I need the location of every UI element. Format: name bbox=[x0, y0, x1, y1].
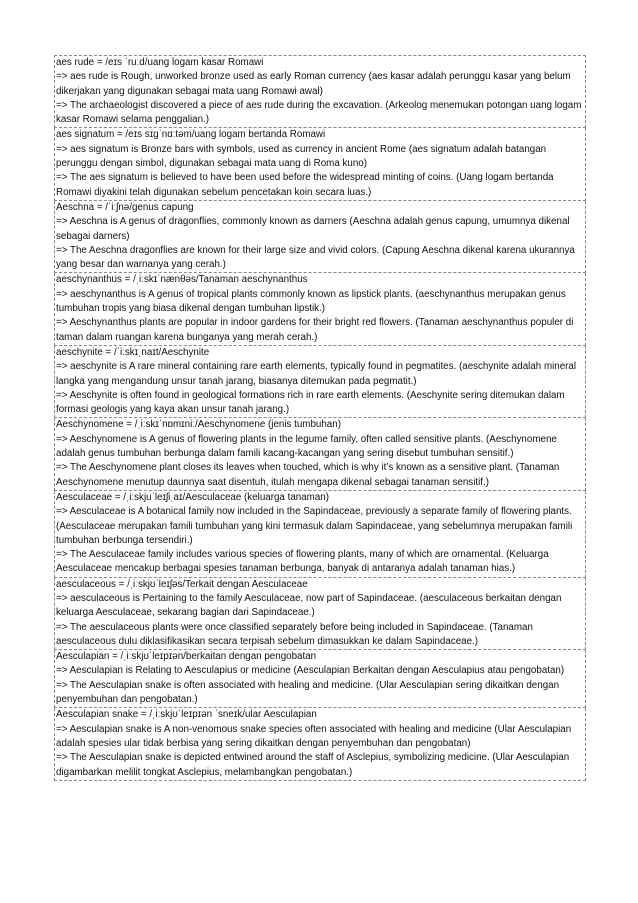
entry-definition: => Aesculaceae is A botanical family now included in the Sapindaceae, previously a separate family of flowering plants. (Aesculaceae merupakan famili tumbuhan yang kini termasuk dalam Sapindaceae, yang sebelumnya merupakan famili tumbuhan berbunga tersendiri.) bbox=[56, 506, 573, 546]
entry-translation: Aeschynite bbox=[161, 346, 210, 358]
entry-translation: Aeschynomene (jenis tumbuhan) bbox=[197, 419, 341, 431]
entry-example: => The Aesculaceae family includes various species of flowering plants, many of which are ornamental. (Keluarga Aesculaceae mencakup berbagai spesies tanaman berbunga, banyak di antaranya adalah tanaman hias.) bbox=[56, 549, 549, 575]
entry-aesculaceous bbox=[54, 578, 586, 650]
entry-aesculapian-snake bbox=[54, 708, 586, 780]
entry-aes-signatum bbox=[54, 128, 586, 200]
entry-aeschynanthus bbox=[54, 273, 586, 345]
entry-definition: => aeschynite is A rare mineral containing rare earth elements, typically found in pegmatites. (aeschynite adalah mineral langka yang mengandung unsur tanah jarang, biasanya ditemukan pada pegmatit.) bbox=[56, 361, 577, 387]
entry-example: => The aesculaceous plants were once classified separately before being included in Sapindaceae. (Tanaman aesculaceous dulu diklasifikasikan secara terpisah sebelum dimasukkan ke dalam Sapindaceae.) bbox=[56, 621, 533, 647]
entry-aesculaceae bbox=[54, 491, 586, 578]
entry-definition: => Aeschna is A genus of dragonflies, commonly known as darners (Aeschna adalah genus capung, umumnya dikenal sebagai darners) bbox=[56, 216, 570, 242]
entry-definition: => aes rude is Rough, unworked bronze used as early Roman currency (aes kasar adalah perunggu kasar yang belum dikerjakan yang digunakan sebagai mata uang Romawi awal) bbox=[56, 71, 571, 97]
entry-example: => The aes signatum is believed to have been used before the widespread minting of coins. (Uang logam bertanda Romawi diyakini telah digunakan sebelum pencetakan koin secara luas.) bbox=[56, 172, 554, 198]
entry-example: => The Aesculapian snake is often associated with healing and medicine. (Ular Aesculapian sering dikaitkan dengan penyembuhan dan pengobatan.) bbox=[56, 679, 560, 706]
entry-example: => Aeschynite is often found in geological formations rich in rare earth elements. (Aeschynite sering ditemukan dalam formasi geologis yang kaya akan unsur tanah jarang.) bbox=[56, 389, 565, 416]
entry-definition: => Aesculapian snake is A non-venomous snake species often associated with healing and medicine (Ular Aesculapian adalah spesies ular tidak berbisa yang sering dikaitkan dengan penyembuhan dan pengobatan) bbox=[56, 723, 572, 749]
entry-term: aeschynite = /ˈiːskɪˌnaɪt/ bbox=[56, 346, 162, 358]
entry-translation: berkaitan dengan pengobatan bbox=[185, 651, 317, 663]
entry-example: => The Aesculapian snake is depicted entwined around the staff of Asclepius, symbolizing medicine. (Ular Aesculapian digambarkan melilit tongkat Asclepius, melambangkan pengobatan.) bbox=[56, 752, 570, 778]
entry-aeschynite bbox=[54, 346, 586, 418]
entry-term: Aesculaceae = /ˌiːskjuˈleɪʃiˌaɪ/ bbox=[56, 491, 186, 503]
entry-term: aesculaceous = /ˌiːskjʊˈleɪʃəs/ bbox=[56, 578, 186, 590]
entry-translation: Tanaman aeschynanthus bbox=[198, 274, 308, 286]
entry-translation: genus capung bbox=[131, 201, 194, 213]
entry-term: Aesculapian = /ˌiːskjʊˈleɪpɪən/ bbox=[56, 651, 186, 663]
entry-term: aeschynanthus = /ˌiːskɪˈnænθəs/ bbox=[56, 274, 199, 286]
entry-example: => The Aeschna dragonflies are known for their large size and vivid colors. (Capung Aeschna dikenal karena ukurannya yang besar dan warnanya yang cerah.) bbox=[56, 244, 575, 271]
entry-aesculapian bbox=[54, 650, 586, 708]
entry-term: aes rude = /eɪs ˈruːd/ bbox=[56, 57, 148, 68]
entry-translation: uang logam kasar Romawi bbox=[147, 57, 264, 68]
entry-term: aes signatum = /eɪs sɪɡˈnɑːtəm/ bbox=[56, 129, 195, 141]
entry-translation: uang logam bertanda Romawi bbox=[194, 129, 326, 141]
entry-translation: Aesculaceae (keluarga tanaman) bbox=[185, 491, 329, 503]
entry-example: => The archaeologist discovered a piece of aes rude during the excavation. (Arkeolog menemukan potongan uang logam kasar Romawi selama penggalian.) bbox=[56, 99, 582, 126]
entry-term: Aesculapian snake = /ˌiːskjʊˈleɪpɪən ˈsneɪk/ bbox=[56, 709, 245, 721]
entry-translation: ular Aesculapian bbox=[244, 709, 317, 721]
entry-aes-rude bbox=[54, 55, 586, 128]
dictionary-document bbox=[54, 55, 586, 781]
entry-definition: => aesculaceous is Pertaining to the family Aesculaceae, now part of Sapindaceae. (aesculaceous berkaitan dengan keluarga Aesculaceae, sekarang bagian dari Sapindaceae.) bbox=[56, 592, 562, 619]
entry-definition: => Aeschynomene is A genus of flowering plants in the legume family, often called sensitive plants. (Aeschynomene adalah genus tumbuhan berbunga dalam famili kacang-kacangan yang sering disebut tumbuhan sensitif.) bbox=[56, 433, 557, 460]
entry-term: Aeschna = /ˈiːʃnə/ bbox=[56, 201, 132, 213]
entry-example: => The Aeschynomene plant closes its leaves when touched, which is why it’s known as a sensitive plant. (Tanaman Aeschynomene menutup daunnya saat disentuh, itulah mengapa dikenal sebagai tanaman sensitif.) bbox=[56, 462, 560, 488]
entry-example: => Aeschynanthus plants are popular in indoor gardens for their bright red flowers. (Tanaman aeschynanthus populer di taman dalam ruangan karena bunganya yang merah cerah.) bbox=[56, 317, 574, 343]
entry-aeschna bbox=[54, 201, 586, 273]
entry-definition: => aes signatum is Bronze bars with symbols, used as currency in ancient Rome (aes signatum adalah batangan perunggu dengan simbol, digunakan sebagai mata uang di Roma kuno) bbox=[56, 143, 547, 170]
entry-translation: Terkait dengan Aesculaceae bbox=[185, 578, 308, 590]
entry-aeschynomene bbox=[54, 418, 586, 490]
entry-definition: => aeschynanthus is A genus of tropical plants commonly known as lipstick plants. (aeschynanthus merupakan genus tumbuhan tropis yang biasa dikenal dengan tumbuhan lipstik.) bbox=[56, 288, 566, 315]
entry-definition: => Aesculapian is Relating to Aesculapius or medicine (Aesculapian Berkaitan dengan Aesculapius atau pengobatan) bbox=[56, 665, 565, 677]
entry-term: Aeschynomene = /ˌiːskɪˈnɒmɪniː/ bbox=[56, 419, 198, 431]
